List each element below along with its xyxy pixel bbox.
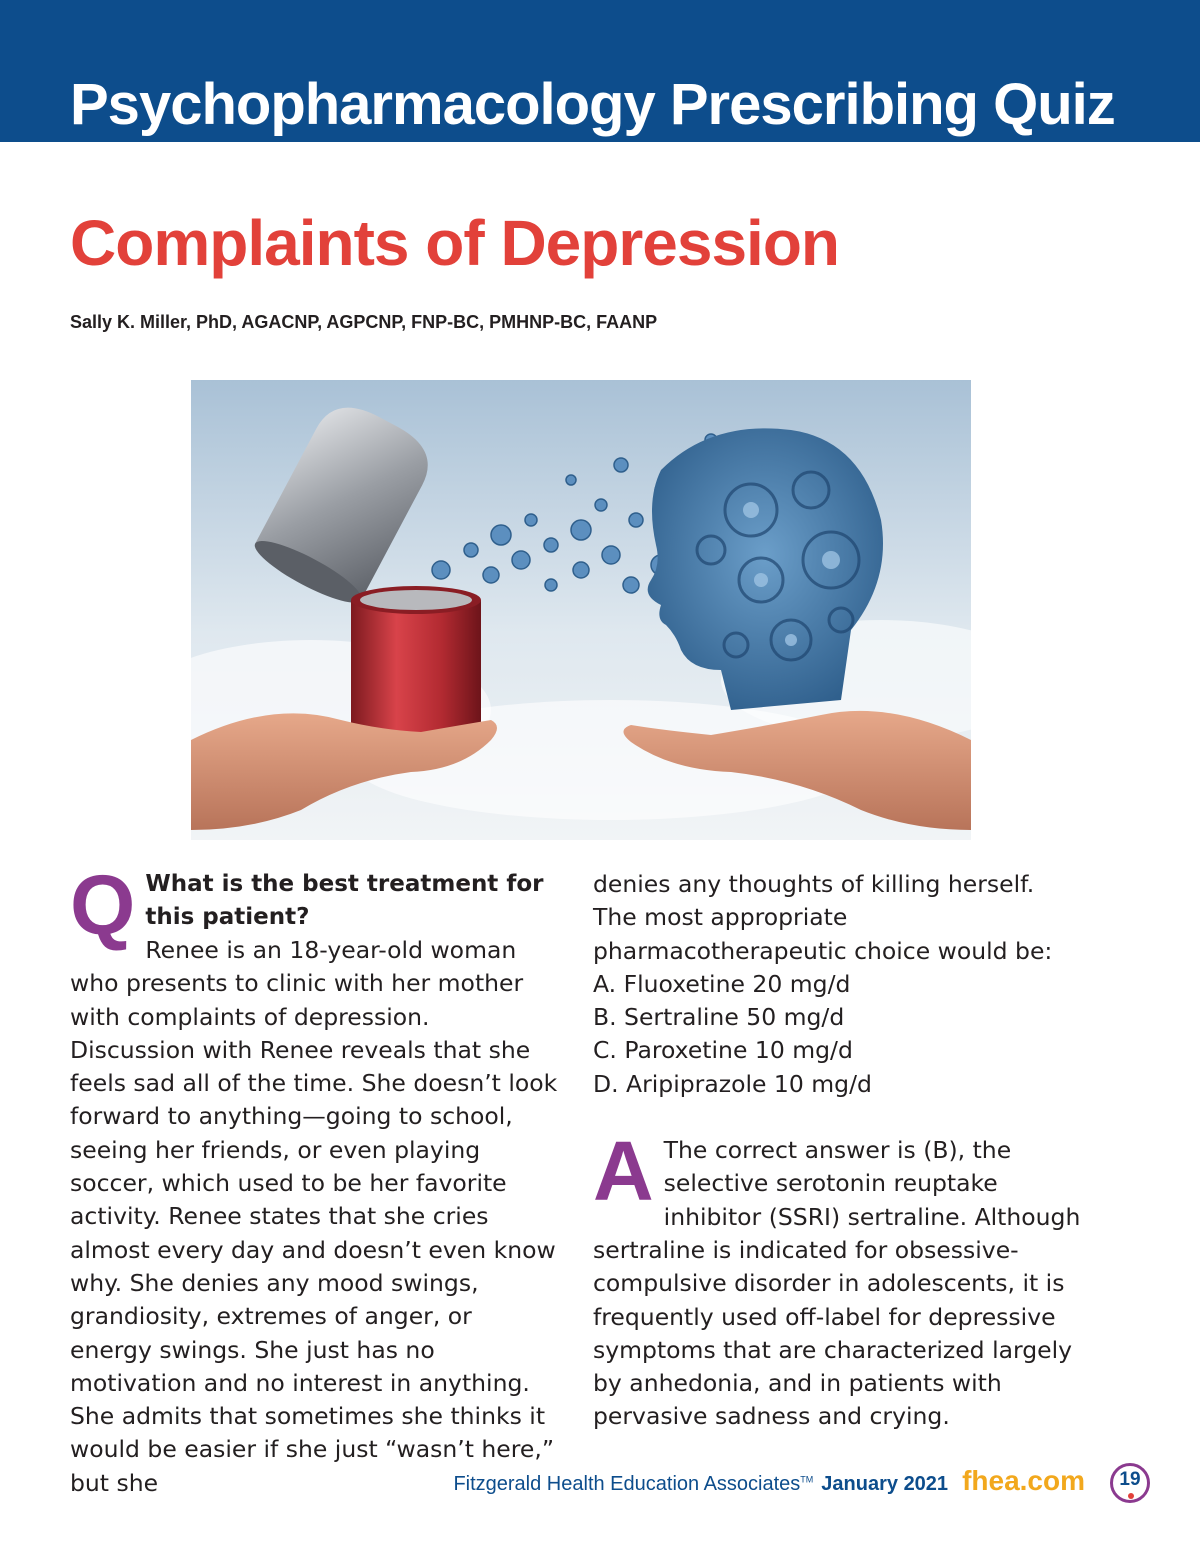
question-dropcap: Q (70, 858, 136, 952)
question-column (70, 858, 560, 1500)
issue-date: January 2021 (821, 1473, 949, 1495)
series-title: Psychopharmacology Prescribing Quiz (70, 72, 1115, 137)
option-b: B. Sertraline 50 mg/d (593, 1003, 845, 1032)
case-description-continued: denies any thoughts of killing herself. The most appropriate pharmacotherapeutic choice would be: (593, 870, 1053, 965)
page-number: 19 (1119, 1469, 1141, 1490)
option-d: D. Aripiprazole 10 mg/d (593, 1069, 872, 1098)
author-byline: Sally K. Miller, PhD, AGACNP, AGPCNP, FNP-BC, PMHNP-BC, FAANP (70, 312, 658, 332)
answer-block (593, 1124, 1083, 1434)
question-prompt: What is the best treatment for this patient? (145, 871, 544, 930)
trademark-mark: TM (800, 1474, 814, 1485)
option-a: A. Fluoxetine 20 mg/d (593, 969, 851, 998)
answer-options (593, 968, 1083, 1101)
page-badge-dot (1128, 1493, 1134, 1499)
article-title: Complaints of Depression (70, 207, 839, 279)
answer-dropcap: A (593, 1124, 654, 1219)
case-description: Renee is an 18-year-old woman who presents to clinic with her mother with complaints of depression. Discussion with Renee reveals that she feels sad all of the time. She doesn’t look forward to anything—going to school, seeing her friends, or even playing soccer, which used to be her favorite activity. Renee states that she cries almost every day and doesn’t even know why. She denies any mood swings, grandiosity, extremes of anger, or energy swings. She just has no motivation and no interest in anything. She admits that sometimes she thinks it would be easier if she just “wasn’t here,” but she (70, 936, 558, 1497)
hero-illustration (191, 380, 971, 840)
answer-text: The correct answer is (B), the selective serotonin reuptake inhibitor (SSRI) sertraline. Although sertraline is indicated for obsessive-compulsive disorder in adolescents, it is frequently used off-label for depressive symptoms that are characterized largely by anhedonia, and in patients with pervasive sadness and crying. (593, 1136, 1081, 1431)
publisher-name: Fitzgerald Health Education Associates™ (453, 1473, 814, 1495)
footer (453, 1465, 1085, 1505)
answer-column (593, 868, 1083, 1434)
option-c: C. Paroxetine 10 mg/d (593, 1036, 853, 1065)
page-number-badge (1110, 1463, 1150, 1503)
site-link[interactable]: fhea.com (962, 1465, 1085, 1496)
